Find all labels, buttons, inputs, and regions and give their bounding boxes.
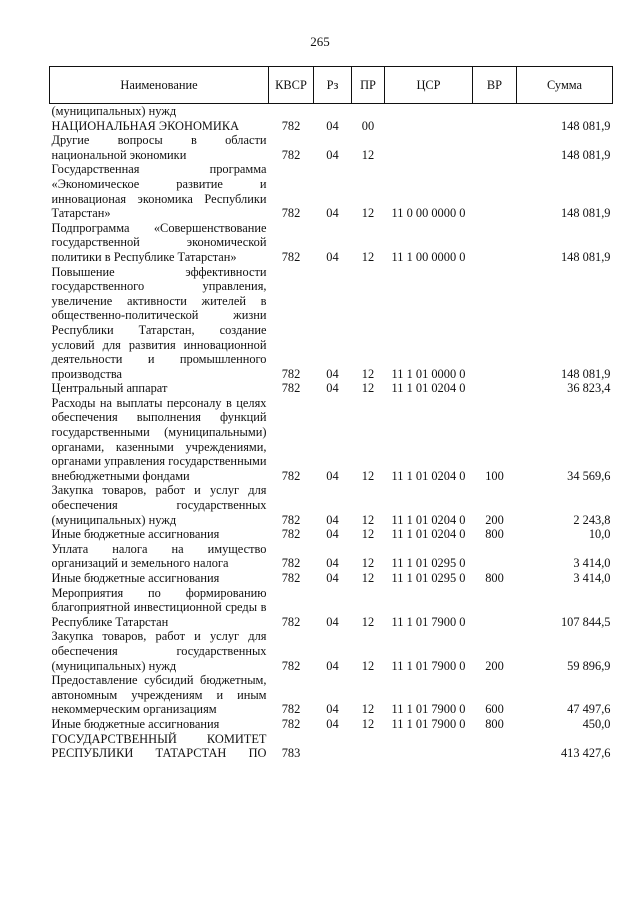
row-sum: 148 081,9: [560, 118, 611, 133]
row-vr: [473, 732, 517, 761]
column-header-rz: Рз: [314, 67, 352, 104]
row-kvsr: 782: [281, 702, 301, 717]
row-name: Центральный аппарат: [51, 381, 168, 396]
row-kvsr: 782: [281, 512, 301, 527]
row-csr: [385, 133, 473, 162]
row-csr: 11 1 01 0204 0: [391, 512, 466, 527]
row-vr: 200: [485, 512, 504, 527]
table-row: [50, 527, 613, 542]
row-csr: 11 1 01 0295 0: [391, 571, 466, 585]
column-header-sum: Сумма: [517, 67, 613, 104]
row-pr: 12: [361, 556, 375, 571]
row-kvsr: 782: [281, 556, 301, 571]
row-pr: 00: [361, 118, 375, 133]
row-vr: 200: [485, 658, 504, 673]
row-vr: [473, 542, 517, 571]
row-vr: 100: [485, 468, 504, 483]
row-kvsr: 782: [281, 206, 301, 221]
row-kvsr: 782: [281, 147, 301, 162]
row-rz: 04: [326, 381, 339, 396]
table-row: [50, 119, 613, 134]
row-rz: 04: [326, 206, 339, 221]
row-vr: [473, 221, 517, 265]
row-vr: [473, 162, 517, 220]
row-vr: [473, 119, 517, 134]
row-pr: 12: [361, 468, 375, 483]
row-vr: [473, 586, 517, 630]
row-csr: 11 1 00 0000 0: [391, 249, 466, 264]
table-row: [50, 542, 613, 571]
row-csr: 11 1 01 7900 0: [391, 658, 466, 673]
row-sum: 3 414,0: [573, 571, 611, 585]
row-pr: 12: [361, 381, 375, 396]
row-pr: [352, 104, 385, 119]
row-csr: 11 1 01 7900 0: [391, 614, 466, 629]
row-csr: [385, 119, 473, 134]
row-pr: 12: [361, 614, 375, 629]
table-row: [50, 717, 613, 732]
row-pr: 12: [361, 206, 375, 221]
column-header-kvsr: КВСР: [269, 67, 314, 104]
row-name: (муниципальных) нужд: [51, 104, 177, 118]
row-name: НАЦИОНАЛЬНАЯ ЭКОНОМИКА: [51, 118, 240, 133]
table-row: [50, 133, 613, 162]
row-rz: 04: [326, 527, 339, 542]
row-sum: [517, 104, 613, 119]
row-sum: 47 497,6: [567, 702, 611, 717]
row-kvsr: 782: [281, 614, 301, 629]
row-kvsr: 782: [281, 658, 301, 673]
row-rz: 04: [326, 512, 339, 527]
table-row: [50, 732, 613, 761]
row-pr: 12: [361, 512, 375, 527]
row-sum: 59 896,9: [567, 658, 611, 673]
row-rz: [314, 104, 352, 119]
row-rz: 04: [326, 571, 339, 585]
row-pr: 12: [361, 571, 375, 585]
row-kvsr: 782: [281, 527, 301, 542]
row-rz: 04: [326, 249, 339, 264]
row-kvsr: 782: [281, 571, 301, 585]
row-rz: 04: [326, 658, 339, 673]
row-sum: 10,0: [588, 527, 611, 542]
row-kvsr: 783: [281, 746, 301, 761]
row-csr: 11 1 01 0204 0: [391, 468, 466, 483]
table-row: [50, 162, 613, 220]
row-name: Иные бюджетные ассигнования: [51, 527, 220, 542]
row-sum: 450,0: [582, 716, 611, 731]
row-rz: [314, 732, 352, 761]
row-rz: 04: [326, 716, 339, 731]
row-name: Иные бюджетные ассигнования: [51, 716, 220, 731]
row-kvsr: [269, 104, 314, 119]
row-name: Иные бюджетные ассигнования: [51, 571, 220, 585]
row-sum: 3 414,0: [573, 556, 611, 571]
table-row: [50, 586, 613, 630]
row-kvsr: 782: [281, 381, 301, 396]
row-sum: 148 081,9: [560, 366, 611, 381]
row-vr: 800: [485, 527, 504, 542]
table-row: [50, 483, 613, 527]
row-csr: [385, 104, 473, 119]
table-row: [50, 381, 613, 396]
row-csr: 11 1 01 7900 0: [391, 716, 466, 731]
row-name: Предоставление субсидий бюджетным, автономным учреждениям и иным некоммерческим организациям: [51, 673, 267, 717]
row-name: Государственная программа «Экономическое развитие и инновационая экономика Республики Татарстан»: [51, 162, 267, 221]
row-name: Закупка товаров, работ и услуг для обеспечения государственных (муниципальных) нужд: [51, 629, 267, 673]
row-csr: 11 0 00 0000 0: [391, 206, 466, 221]
row-name: Мероприятия по формированию благоприятной инвестиционной среды в Республике Татарстан: [51, 585, 267, 629]
table-row: [50, 571, 613, 586]
row-sum: 107 844,5: [560, 614, 611, 629]
row-sum: 148 081,9: [560, 147, 611, 162]
row-csr: [385, 732, 473, 761]
row-pr: 12: [361, 658, 375, 673]
row-rz: 04: [326, 366, 339, 381]
row-vr: 800: [485, 716, 504, 731]
row-csr: 11 1 01 0295 0: [391, 556, 466, 571]
row-pr: 12: [361, 366, 375, 381]
table-row: [50, 104, 613, 119]
row-sum: 413 427,6: [560, 746, 611, 761]
row-rz: 04: [326, 118, 339, 133]
row-pr: 12: [361, 147, 375, 162]
row-name: ГОСУДАРСТВЕННЫЙ КОМИТЕТ РЕСПУБЛИКИ ТАТАРСТАН ПО: [51, 731, 267, 761]
row-vr: [473, 104, 517, 119]
row-pr: 12: [361, 249, 375, 264]
table-row: [50, 265, 613, 382]
row-name: Закупка товаров, работ и услуг для обеспечения государственных (муниципальных) нужд: [51, 483, 267, 527]
table-row: [50, 396, 613, 484]
row-sum: 2 243,8: [573, 512, 611, 527]
row-kvsr: 782: [281, 366, 301, 381]
table-row: [50, 221, 613, 265]
row-vr: 800: [485, 571, 504, 585]
row-name: Повышение эффективности государственного управления, увеличение активности жителей в общественно-политической жизни Республики Татарстан, создание условий для развития инновационной деятельности и промышленного производства: [51, 264, 267, 381]
row-name: Другие вопросы в области национальной экономики: [51, 133, 267, 162]
row-sum: 148 081,9: [560, 206, 611, 221]
row-rz: 04: [326, 702, 339, 717]
row-pr: 12: [361, 702, 375, 717]
table-row: [50, 673, 613, 717]
row-sum: 36 823,4: [567, 381, 611, 396]
column-header-pr: ПР: [352, 67, 385, 104]
row-vr: [473, 381, 517, 396]
row-vr: [473, 133, 517, 162]
row-rz: 04: [326, 614, 339, 629]
row-pr: 12: [361, 716, 375, 731]
row-vr: [473, 265, 517, 382]
column-header-name: Наименование: [50, 67, 269, 104]
row-pr: 12: [361, 527, 375, 542]
row-sum: 148 081,9: [560, 249, 611, 264]
table-header-row: [50, 67, 613, 104]
row-kvsr: 782: [281, 468, 301, 483]
row-rz: 04: [326, 468, 339, 483]
row-csr: 11 1 01 0000 0: [391, 366, 466, 381]
row-rz: 04: [326, 556, 339, 571]
table-row: [50, 629, 613, 673]
row-csr: 11 1 01 0204 0: [391, 527, 466, 542]
row-rz: 04: [326, 147, 339, 162]
column-header-csr: ЦСР: [385, 67, 473, 104]
row-kvsr: 782: [281, 118, 301, 133]
column-header-vr: ВР: [473, 67, 517, 104]
budget-table: [49, 66, 613, 761]
row-csr: 11 1 01 0204 0: [391, 381, 466, 396]
row-sum: 34 569,6: [567, 468, 611, 483]
page-number: 265: [310, 34, 330, 49]
row-kvsr: 782: [281, 716, 301, 731]
row-pr: [352, 732, 385, 761]
row-name: Подпрограмма «Совершенствование государственной экономической политики в Республике Татарстан»: [51, 220, 267, 264]
row-csr: 11 1 01 7900 0: [391, 702, 466, 717]
row-name: Расходы на выплаты персоналу в целях обеспечения выполнения функций государственными (муниципальными) органами, казенными учреждениями, органами управления государственными внебюджетными фондами: [51, 395, 267, 483]
row-name: Уплата налога на имущество организаций и земельного налога: [51, 541, 267, 571]
row-kvsr: 782: [281, 249, 301, 264]
row-vr: 600: [485, 702, 504, 717]
